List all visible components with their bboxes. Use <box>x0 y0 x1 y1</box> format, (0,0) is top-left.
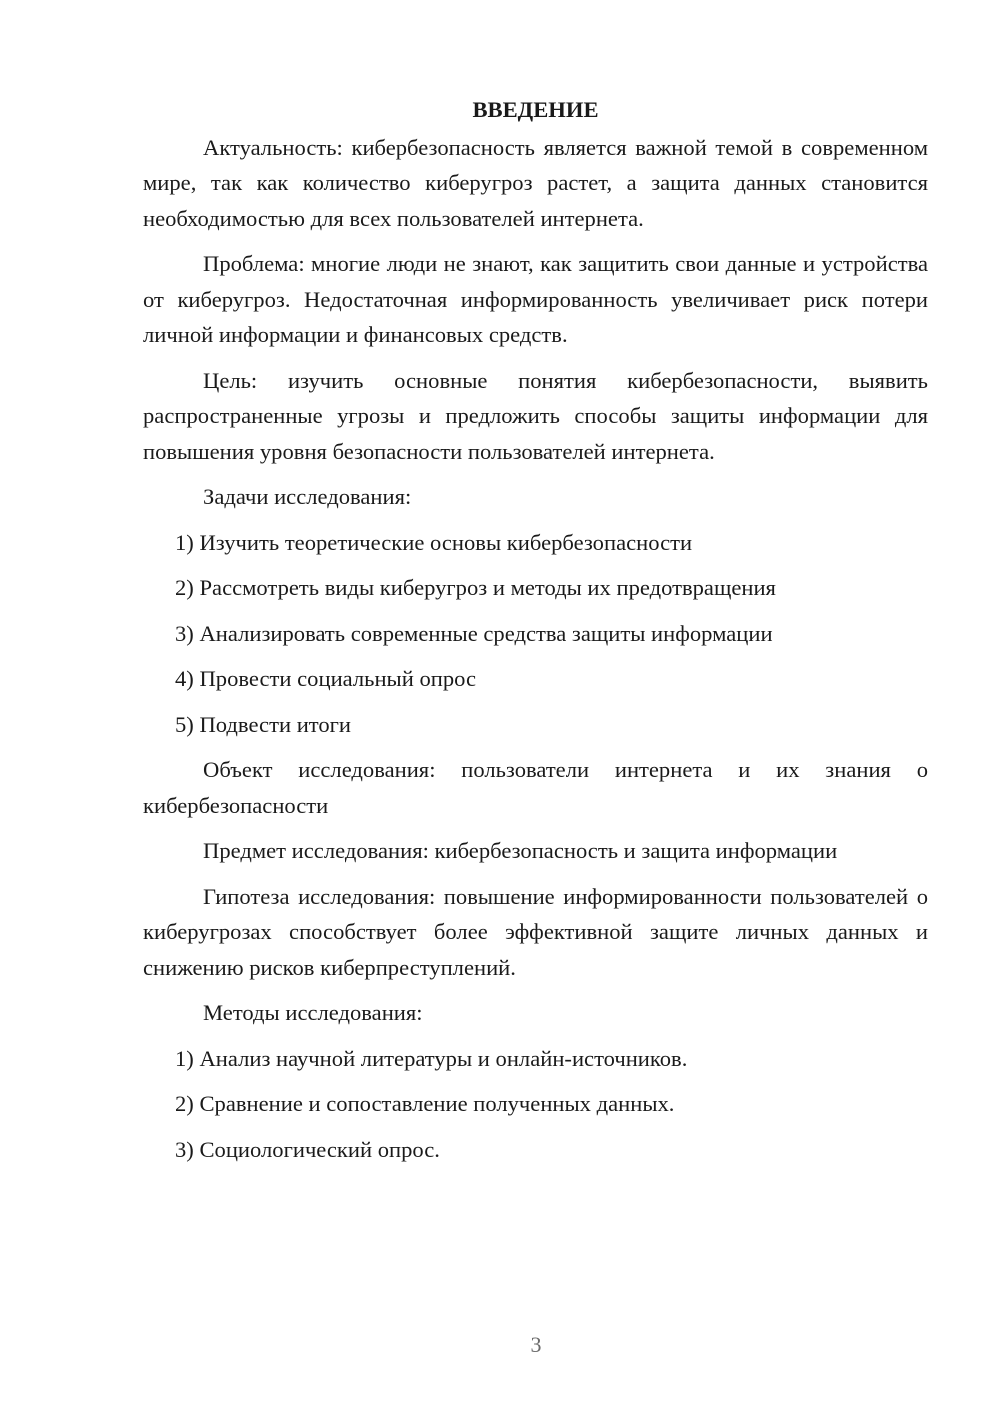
list-item: 2) Сравнение и сопоставление полученных данных. <box>175 1091 675 1116</box>
list-item: 4) Провести социальный опрос <box>175 666 477 691</box>
methods-list <box>143 1041 928 1168</box>
goal-paragraph: Цель: изучить основные понятия кибербезопасности, выявить распространенные угрозы и предложить способы защиты информации для повышения уровня безопасности пользователей интернета. <box>143 367 928 464</box>
list-item: 3) Социологический опрос. <box>175 1136 440 1162</box>
tasks-label: Задачи исследования: <box>203 484 412 509</box>
problem-paragraph: Проблема: многие люди не знают, как защитить свои данные и устройства от киберугроз. Недостаточная информированность увеличивает риск потери личной информации и финансовых средств. <box>143 251 928 347</box>
hypothesis-paragraph: Гипотеза исследования: повышение информированности пользователей о киберугрозах способствует более эффективной защите личных данных и снижению рисков киберпреступлений. <box>143 883 928 980</box>
object-paragraph: Объект исследования: пользователи интернета и их знания о кибербезопасности <box>143 757 928 818</box>
list-item: 1) Изучить теоретические основы кибербезопасности <box>175 529 693 555</box>
relevance-paragraph: Актуальность: кибербезопасность является важной темой в современном мире, так как количество киберугроз растет, а защита данных становится необходимостью для всех пользователей интернета. <box>143 134 928 231</box>
page-number: 3 <box>530 1332 542 1357</box>
tasks-list <box>143 525 928 743</box>
page-content <box>143 92 928 1177</box>
methods-label: Методы исследования: <box>203 1000 423 1025</box>
list-item: 3) Анализировать современные средства защиты информации <box>175 620 773 646</box>
list-item: 5) Подвести итоги <box>175 711 352 737</box>
list-item: 2) Рассмотреть виды киберугроз и методы их предотвращения <box>175 575 776 600</box>
subject-paragraph: Предмет исследования: кибербезопасность и защита информации <box>203 838 838 863</box>
page-title: ВВЕДЕНИЕ <box>472 97 599 122</box>
list-item: 1) Анализ научной литературы и онлайн-источников. <box>175 1045 688 1071</box>
